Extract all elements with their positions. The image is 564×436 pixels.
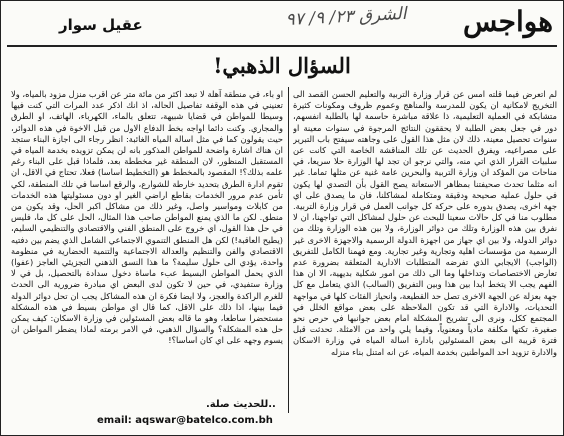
author-name: عقيل سوار	[59, 16, 143, 34]
article-column-left	[11, 89, 283, 395]
article-signoff: ..للحديث صلة.	[206, 399, 276, 410]
author-email: email: aqswar@batelco.com.bh	[97, 415, 273, 426]
article-title: السؤال الذهبي!	[213, 53, 351, 78]
header-divider	[7, 45, 557, 47]
handwritten-date-note: الشرق ٢٣/ ٩/ ٩٧	[285, 3, 407, 31]
article-body-right: لم اتعرض فيما قلته امس عن قرار وزارة التربية والتعليم الحسن القصد الى التخريج لامكانية ان يكون للمدرسة والمناهج وعموم ظروف ومكونات كثيرة متشابكة في العملية التعليمية، ذا علاقة مباشرة حاسمة لها بالطلبة انفسهم، دور في جعل بعض الطلبة لا يحققون النتائج المرجوة في سنوات معينة او سنوات تحصيل معينة، ذلك لان مثل هذا القول على وجاهته سيفتح باب التبرير على مصراعيه، ويفرق الحديث عن تلك المناقشة الخاصة التي كانت عن سلبيات القرار الذي اتي منه، والتي نرجو ان تجد لها الوزارة حلا سريعا، في مناحات من المؤكد ان وزارة التربية والبحرين عامة غنية عن مثلها تماما. غير انه مثلما تحدث صحيفتنا بمظاهر الاستعانة يصح القول بأن التصدي لها يكون في حلول عملية صحيحة ودقيقة ومتكاملة لمشاكلنا، فان ما يصدق على اي جهة اخرى، يصدق بدوره على حركة كل جوانب العمل في قرار وزارة التربية. مطلوب منا في كل حالات سعينا للبحث عن حلول لمشاكل التي تواجهنا، ان لا نفرق بين هذه الوزارة وتلك من دوائر الوزارة، ولا بين هذه الوزارة وتلك من دوائر الدولة، ولا بين اي جهاز من اجهزة الدولة الرسمية والاجهزة الاخرى غير الرسمية من مؤسسات اهلية وتجارية وغير تجارية. ومع فهمنا الكامل للتفريق (الواجب) الايجابي الذي تفرضه المتطلبات الادارية المتعلقة بضرورة عدم تعارض الاختصاصات وتداخلها وما الى ذلك من امور شكلية بديهية، الا ان هذا الفهم يجب الا يتخط ابدا بين هذا وبين التفريق (السالب) الذي يتعامل مع كل جهة بعزلة عن الجهة الاخرى تصل حد القطيعة، وانحياز الفئات كلها في مواجهة التحديات، والادارة التي قد تكون الملاحظة على بعض مواقع الخلل في المجتمع ككل، ونرى الى تشريح المشكلة امام بعض جوانبها في حرص نحو صغيرة، تكتها مكلفة مادياً ومعنوياً، وفيما يلي واحد من الامثلة. تحدثت قبل فترة قريبة الى بعض المسئولين بادارة اسالة المياه في وزارة الاسكان والادارة تزويد احد المواطنين بخدمة المياه، عن انه امتنل بناء منزله	[293, 89, 557, 357]
column-name: هواجس	[462, 5, 553, 38]
column-divider	[288, 87, 289, 413]
column-header	[1, 1, 564, 45]
article-column-right	[293, 89, 557, 419]
article-body-left: او باء، في منطقة آهلة لا تبعد اكثر من مائة متر عن اقرب منزل مزود بالمياه، ولا تعنيني في هذه الوقفة تفاصيل الحالة، اذ انك اذكر عدد المرات التي كنت فيها وسيطا للمواطن في قضايا شبيهة، تتعلق بالماء، الكهرباء، الهاتف، او الطرق والمجاري. وكنت دائما اواجه بخط الدفاع الاول من قبل الاخوة في هذه الدوائر، حيث يقولون كما في مثل اسالة المياه الغائبة: انظر رجاء الى اجازة البناء ستجد ان هناك اشارة واضحة للمواطن المذكور بانه لن يمكن تزويده بخدمة المياه في المستقبل المنظور، لان المنطقة غير مخططة بعد، فلماذا قبل على البناء رغم علمه بذلك؟! المقصود بالمخطط هو (التخطيط اساسا) فعلا، تحتاج في الاقل، ان تقوم ادارة الطرق بتحديد خارطة للشوارع، والرقع اساسا في تلك المنطقة، لكي تأمن عدم مرور الخدمات بقاطع اراضي الغير او دون مسئوليتها هذه الخدمات من كابلات ومواسير واصل، وغير ذلك من مشاكل اكبر الحل، وقد يكون من منطق. لكن ما الذي يمنع المواطن صاحب هذا المثال، الحل على كل ما، فليس في حل هذا القول، اي خروج على المنطق الفني والاقتصادي والتنظيمي السليم، (يطيح العاقبة!) لكن هل المنطق التنموي الاجتماعي الشامل الذي يضم بين دفتيه الاقتصادي والفن والتنظيم والعدالة الاجتماعية والتنمية الحضارية في منظومة واحدة، يؤدي الى حلول سليمة؟ ما هذا النسق الذهني التجزيئي العاجز (عفوا) الذي يحمل المواطن البسيط عبء ماساة دخول سدادة بالتحصيل، بل في لا وزارة ستفيدي، في حين لا تكون لدى البعض اي مبادرة ضرورية الى الحدث للغرم الراكدة والعجز، ولا ايضا فكرة ان هذه المشاكل يجب ان تحل دوائر الدولة فيما بينها، اذا ذلك على الاقل، كما قال اي مواطن بسيط في هذه المشكلة مستحضرا ساطعا، وهو ما قاله بعض المسئولين في وزارة الاسكان: كيف يمكن حل هذه المشكلة؟ والسؤال الذهبي، في الامر برمته لماذا يضطر المواطن ان يسوم وجهه على اي كان اساسا؟!	[11, 89, 283, 346]
